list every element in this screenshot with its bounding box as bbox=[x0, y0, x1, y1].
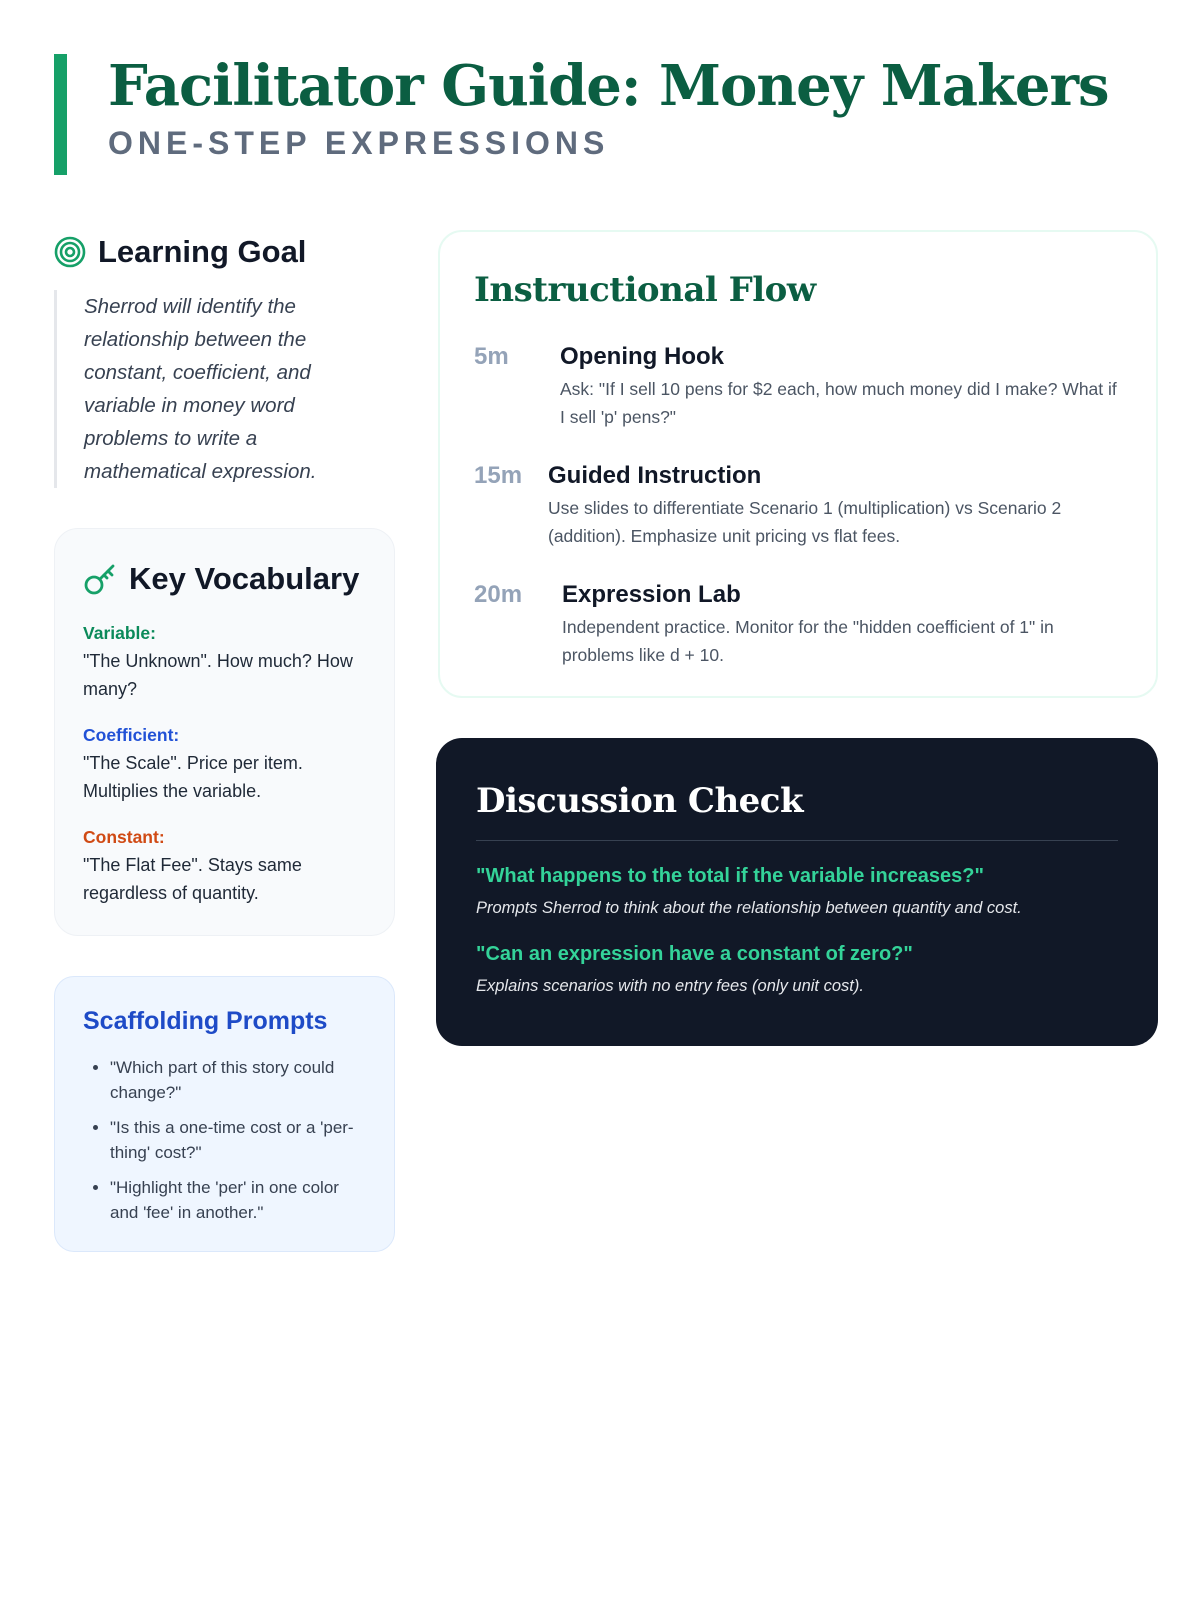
instructional-flow-title: Instructional Flow bbox=[474, 270, 816, 310]
scaffolding-prompts-title: Scaffolding Prompts bbox=[83, 1007, 328, 1035]
vocab-term-definition: "The Unknown". How much? How many? bbox=[83, 651, 353, 699]
step-description: Ask: "If I sell 10 pens for $2 each, how much money did I make? What if I sell 'p' pens?" bbox=[560, 379, 1117, 427]
key-vocabulary-card bbox=[54, 528, 395, 936]
learning-goal-label: Learning Goal bbox=[98, 234, 307, 269]
vocab-term-name: Constant: bbox=[83, 827, 165, 847]
step-title: Opening Hook bbox=[560, 343, 724, 370]
learning-goal-section bbox=[54, 232, 394, 488]
vocab-term-definition: "The Flat Fee". Stays same regardless of quantity. bbox=[83, 855, 302, 903]
vocab-term-name: Variable: bbox=[83, 623, 156, 643]
vocab-term-variable bbox=[83, 621, 370, 703]
key-icon bbox=[83, 562, 117, 596]
key-vocabulary-header bbox=[83, 557, 370, 601]
question-note: Prompts Sherrod to think about the relationship between quantity and cost. bbox=[476, 899, 1022, 917]
target-icon bbox=[54, 236, 86, 268]
vocab-term-name: Coefficient: bbox=[83, 725, 180, 745]
step-duration: 15m bbox=[474, 462, 523, 489]
page-header bbox=[54, 54, 1109, 175]
step-title: Expression Lab bbox=[562, 581, 741, 608]
key-vocabulary-label: Key Vocabulary bbox=[129, 561, 360, 596]
step-body bbox=[562, 580, 1122, 669]
step-description: Use slides to differentiate Scenario 1 (multiplication) vs Scenario 2 (addition). Emphasize unit pricing vs flat fees. bbox=[548, 498, 1062, 546]
step-body bbox=[548, 461, 1122, 550]
page-title: Facilitator Guide: Money Makers bbox=[108, 53, 1109, 119]
question-text: "What happens to the total if the variable increases?" bbox=[476, 865, 984, 887]
list-item: • "Highlight the 'per' in one color and 'fee' in another." bbox=[110, 1175, 370, 1225]
flow-step bbox=[474, 342, 1122, 431]
question-note: Explains scenarios with no entry fees (only unit cost). bbox=[476, 977, 864, 995]
discussion-question bbox=[476, 941, 1118, 997]
learning-goal-header bbox=[54, 232, 394, 272]
flow-step bbox=[474, 580, 1122, 669]
scaffolding-prompts-card bbox=[54, 976, 395, 1252]
list-item: • "Which part of this story could change?" bbox=[110, 1055, 370, 1105]
step-description: Independent practice. Monitor for the "hidden coefficient of 1" in problems like d + 10. bbox=[562, 617, 1054, 665]
instructional-flow-card bbox=[438, 230, 1158, 698]
list-item: • "Is this a one-time cost or a 'per-thing' cost?" bbox=[110, 1115, 370, 1165]
question-text: "Can an expression have a constant of zero?" bbox=[476, 943, 913, 965]
discussion-check-card bbox=[436, 738, 1158, 1046]
learning-goal-text: Sherrod will identify the relationship between the constant, coefficient, and variable in money word problems to write a mathematical expression. bbox=[54, 290, 349, 488]
step-body bbox=[560, 342, 1122, 431]
step-duration: 5m bbox=[474, 343, 509, 370]
step-duration: 20m bbox=[474, 581, 523, 608]
vocab-term-coefficient bbox=[83, 723, 370, 805]
vocab-term-definition: "The Scale". Price per item. Multiplies the variable. bbox=[83, 753, 303, 801]
scaffolding-prompts-list bbox=[83, 1055, 370, 1225]
page-subtitle: ONE-STEP EXPRESSIONS bbox=[108, 125, 610, 161]
discussion-check-title: Discussion Check bbox=[476, 778, 1118, 841]
discussion-question bbox=[476, 863, 1118, 919]
vocab-term-constant bbox=[83, 825, 370, 907]
step-title: Guided Instruction bbox=[548, 462, 762, 489]
flow-step bbox=[474, 461, 1122, 550]
